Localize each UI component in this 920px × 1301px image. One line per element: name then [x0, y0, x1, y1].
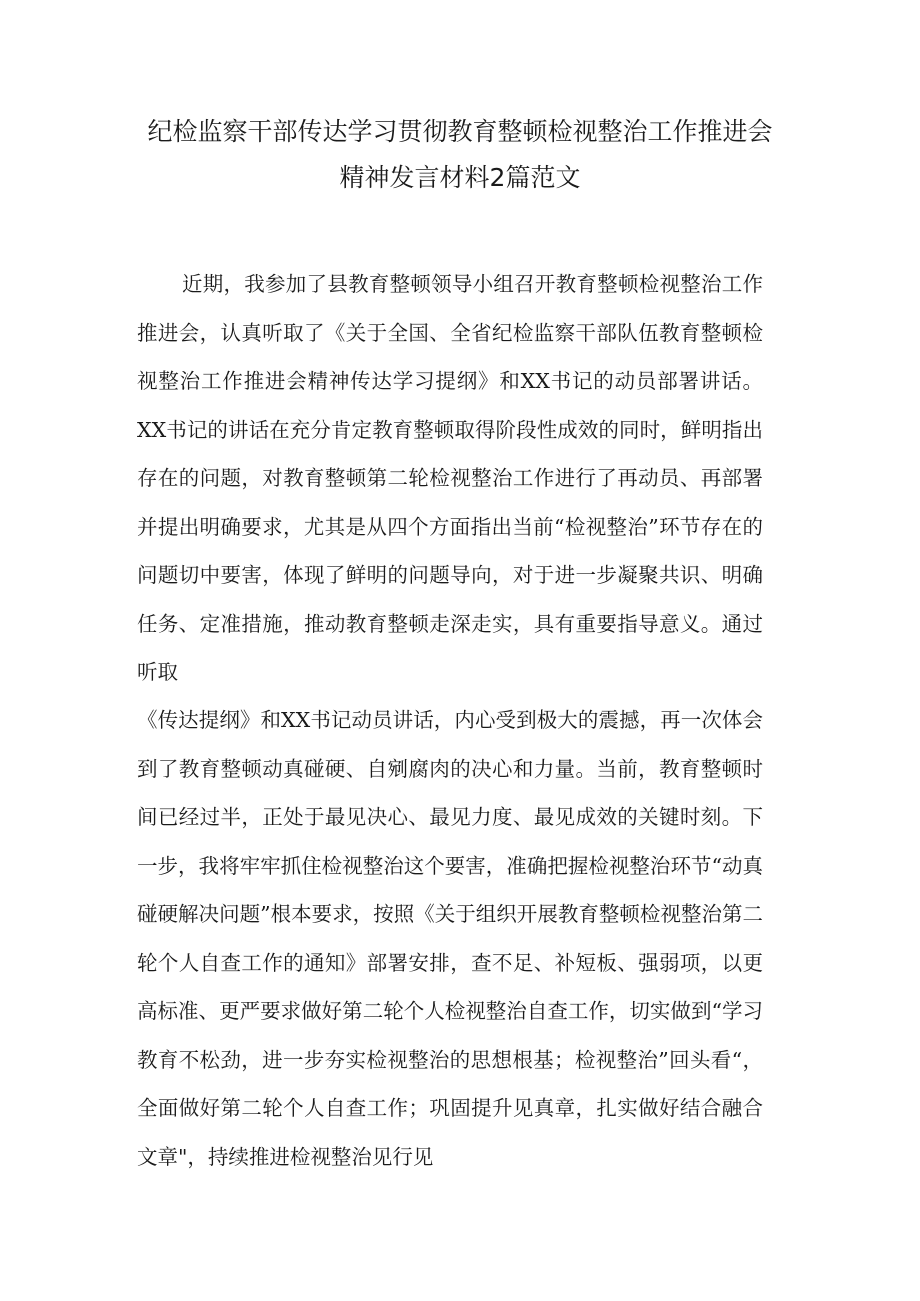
body-paragraph-1: 近期，我参加了县教育整顿领导小组召开教育整顿检视整治工作推进会，认真听取了《关于全国、全省纪检监察干部队伍教育整顿检视整治工作推进会精神传达学习提纲》和XX书记的动员部署讲话。XX书记的讲话在充分肯定教育整顿取得阶段性成效的同时，鲜明指出存在的问题，对教育整顿第二轮检视整治工作进行了再动员、再部署并提出明确要求，尤其是从四个方面指出当前“检视整治”环节存在的问题切中要害，体现了鲜明的问题导向，对于进一步凝聚共识、明确任务、定准措施，推动教育整顿走深走实，具有重要指导意义。通过听取: [137, 272, 763, 684]
document-title-line-1: 纪检监察干部传达学习贯彻教育整顿检视整治工作推进会: [147, 117, 773, 146]
body-paragraph-2: 《传达提纲》和XX书记动员讲话，内心受到极大的震撼，再一次体会到了教育整顿动真碰硬、自剜腐肉的决心和力量。当前，教育整顿时间已经过半，正处于最见决心、最见力度、最见成效的关键时刻。下一步，我将牢牢抓住检视整治这个要害，准确把握检视整治环节“动真碰硬解决问题”根本要求，按照《关于组织开展教育整顿检视整治第二轮个人自查工作的通知》部署安排，查不足、补短板、强弱项，以更高标准、更严要求做好第二轮个人检视整治自查工作，切实做到“学习教育不松劲，进一步夯实检视整治的思想根基；检视整治”回头看“，全面做好第二轮个人自查工作；巩固提升见真章，扎实做好结合融合文章"，持续推进检视整治见行见: [137, 708, 763, 1169]
document-title-line-2: 精神发言材料2篇范文: [339, 163, 581, 192]
